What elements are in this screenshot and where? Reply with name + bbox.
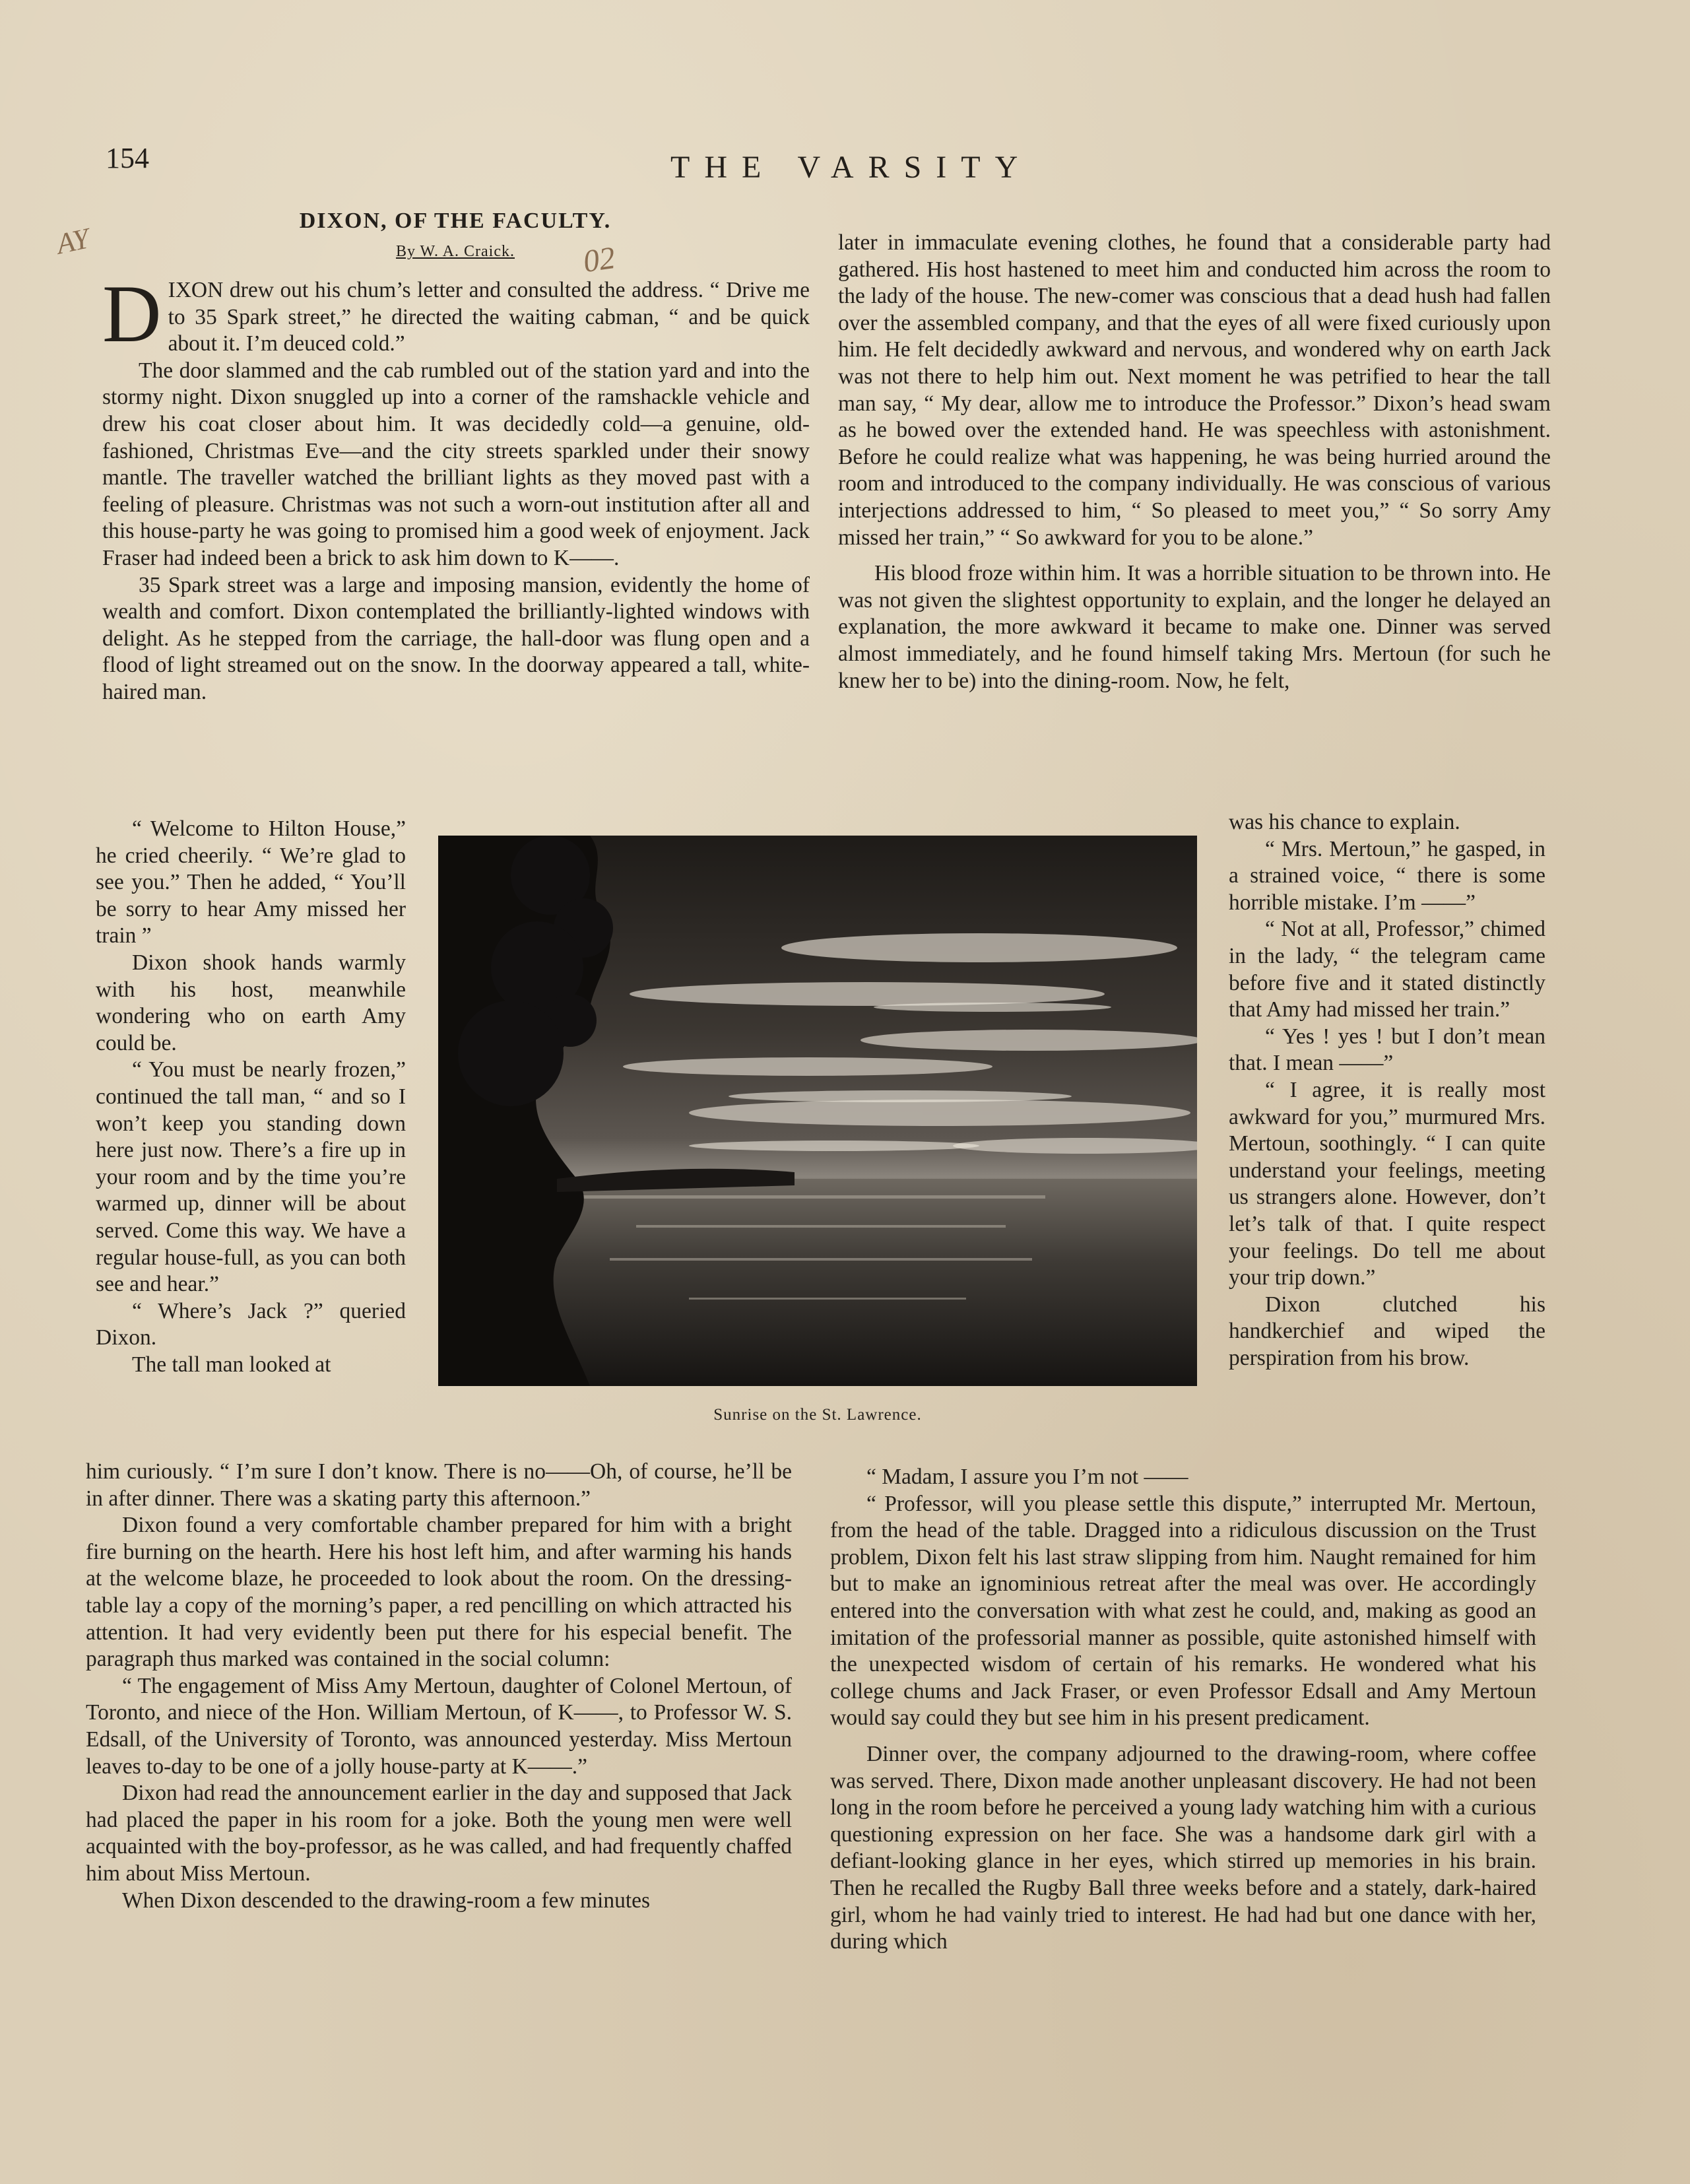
- left-column-narrow: [96, 816, 406, 1378]
- paragraph: Dixon had read the announcement earlier in the day and supposed that Jack had placed the paper in his room for a joke. Both the young men were well acquainted with the boy-professor, as he was called, and had frequently chaffed him about Miss Mertoun.: [86, 1781, 792, 1886]
- paragraph: later in immaculate evening clothes, he found that a considerable party had gathered. His host hastened to meet him and conducted him across the room to the lady of the house. The new-comer was conscious that a dead hush had fallen over the assembled company, and that the eyes of all were fixed curiously upon him. He felt decidedly awkward and nervous, and wondered why on earth Jack was not there to help him out. Next moment he was petrified to hear the tall man say, “ My dear, allow me to introduce the Professor.” Dixon’s head swam as he bowed over the extended hand. He was speechless with astonishment. Before he could realize what was happening, he was being hurried around the room and introduced to the company individually. He was conscious of various interjections addressed to him, “ So pleased to meet you,” “ So sorry Amy missed her train,” “ So awkward for you to be alone.”: [838, 230, 1551, 550]
- paragraph: His blood froze within him. It was a horrible situation to be thrown into. He was not given the slightest opportunity to explain, and the longer he delayed an explanation, the more awkward it became to make one. Dinner was served almost immediately, and he found himself taking Mrs. Mertoun (for such he knew her to be) into the dining-room. Now, he felt,: [838, 561, 1551, 693]
- right-column-bottom: [830, 1464, 1536, 1956]
- byline-text: By W. A. Craick.: [395, 243, 515, 260]
- photograph-image: [438, 836, 1197, 1386]
- paragraph: “ Yes ! yes ! but I don’t mean that. I mean ——”: [1229, 1024, 1545, 1076]
- paragraph: “ Welcome to Hilton House,” he cried cheerily. “ We’re glad to see you.” Then he added, “ You’ll be sorry to hear Amy missed her train ”: [96, 816, 406, 948]
- paragraph: The door slammed and the cab rumbled out of the station yard and into the stormy night. Dixon snuggled up into a corner of the ramshackle vehicle and drew his coat closer about him. It was decidedly cold—a genuine, old-fashioned, Christmas Eve—and the city streets sparkled under their snowy mantle. The traveller watched the brilliant lights as they moved past with a feeling of pleasure. Christmas was not such a worn-out institution after all and this house-party he was going to promised him a good week of enjoyment. Jack Fraser had indeed been a brick to ask him down to K——.: [102, 358, 810, 570]
- paragraph: Dixon shook hands warmly with his host, meanwhile wondering who on earth Amy could be.: [96, 950, 406, 1055]
- page-number: 154: [106, 142, 149, 174]
- right-column-narrow: [1229, 809, 1545, 1372]
- article-title: DIXON, OF THE FACULTY.: [299, 209, 612, 233]
- paragraph: When Dixon descended to the drawing-room a few minutes: [122, 1888, 651, 1913]
- paragraph: “ Not at all, Professor,” chimed in the lady, “ the telegram came before five and it stated distinctly that Amy had missed her train.”: [1229, 917, 1545, 1022]
- paragraph: “ You must be nearly frozen,” continued the tall man, “ and so I won’t keep you standing down here just now. There’s a fire up in your room and by the time you’re warmed up, dinner will be about served. Come this way. We have a regular house-full, as you can both see and hear.”: [96, 1057, 406, 1297]
- running-title: THE VARSITY: [670, 150, 1033, 185]
- left-column-bottom: [86, 1459, 792, 1914]
- paragraph: 35 Spark street was a large and imposing mansion, evidently the home of wealth and comfort. Dixon contemplated the brilliantly-lighted windows with delight. As he stepped from the carriage, the hall-door was flung open and a flood of light streamed out on the snow. In the doorway appeared a tall, white-haired man.: [102, 572, 810, 704]
- drop-cap: D: [102, 269, 162, 359]
- paragraph: “ The engagement of Miss Amy Mertoun, daughter of Colonel Mertoun, of Toronto, and niece of the Hon. William Mertoun, of K——, to Professor W. S. Edsall, of the University of Toronto, was announced yesterday. Miss Mertoun leaves to-day to be one of a jolly house-party at K——.”: [86, 1673, 792, 1779]
- paragraph: The tall man looked at: [132, 1352, 331, 1377]
- paragraph: “ Where’s Jack ?” queried Dixon.: [96, 1298, 406, 1350]
- margin-handwritten-mark: AY: [53, 222, 92, 261]
- paragraph: [102, 269, 810, 359]
- paragraph-text: IXON drew out his chum’s letter and consulted the address. “ Drive me to 35 Spark street,” he directed the waiting cabman, “ and be quick about it. I’m deuced cold.”: [168, 278, 810, 356]
- right-column-top: [838, 230, 1551, 694]
- paragraph: him curiously. “ I’m sure I don’t know. There is no——Oh, of course, he’ll be in after dinner. There was a skating party this afternoon.”: [86, 1459, 792, 1511]
- sunrise-photograph: [438, 836, 1197, 1386]
- paragraph: “ Professor, will you please settle this dispute,” interrupted Mr. Mertoun, from the head of the table. Dragged into a ridiculous discussion on the Trust problem, Dixon felt his last straw slipping from him. Naught remained for him but to make an ignominious retreat after the meal was over. He accordingly entered into the conversation with what zest he could, and, making as good an imitation of the professorial manner as possible, quite astonished himself with the unexpected wisdom of certain of his remarks. He wondered what his college chums and Jack Fraser, or even Professor Edsall and Amy Mertoun would say could they but see him in his present predicament.: [830, 1491, 1536, 1731]
- paragraph: Dinner over, the company adjourned to the drawing-room, where coffee was served. There, Dixon made another unpleasant discovery. He had not been long in the room before he perceived a young lady watching him with a curious questioning expression on her face. She was a handsome dark girl with a defiant-looking glance in her eyes, which stirred up memories in his brain. Then he recalled the Rugby Ball three weeks before and a stately, dark-haired girl, whom he had vainly tried to interest. He had had but one dance with her, during which: [830, 1741, 1536, 1954]
- figure-caption: Sunrise on the St. Lawrence.: [713, 1406, 922, 1424]
- paragraph: Dixon clutched his handkerchief and wiped the perspiration from his brow.: [1229, 1292, 1545, 1370]
- paragraph: was his chance to explain.: [1229, 810, 1460, 834]
- paragraph: Dixon found a very comfortable chamber prepared for him with a bright fire burning on the hearth. Here his host left him, and after warming his hands at the welcome blaze, he proceeded to look about the room. On the dressing-table lay a copy of the morning’s paper, a red pencilling on which attracted his attention. It had very evidently been put there for his especial benefit. The paragraph thus marked was contained in the social column:: [86, 1513, 792, 1672]
- byline-handwritten-mark: 02: [581, 240, 618, 280]
- left-column-top: [102, 269, 810, 706]
- paragraph: “ I agree, it is really most awkward for you,” murmured Mrs. Mertoun, soothingly. “ I can quite understand your feelings, meeting us strangers alone. However, don’t let’s talk of that. I quite respect your feelings. Do tell me about your trip down.”: [1229, 1077, 1545, 1290]
- paragraph: “ Mrs. Mertoun,” he gasped, in a strained voice, “ there is some horrible mistake. I’m ——”: [1229, 836, 1545, 915]
- paragraph: “ Madam, I assure you I’m not ——: [866, 1465, 1188, 1489]
- article-byline: [99, 243, 812, 261]
